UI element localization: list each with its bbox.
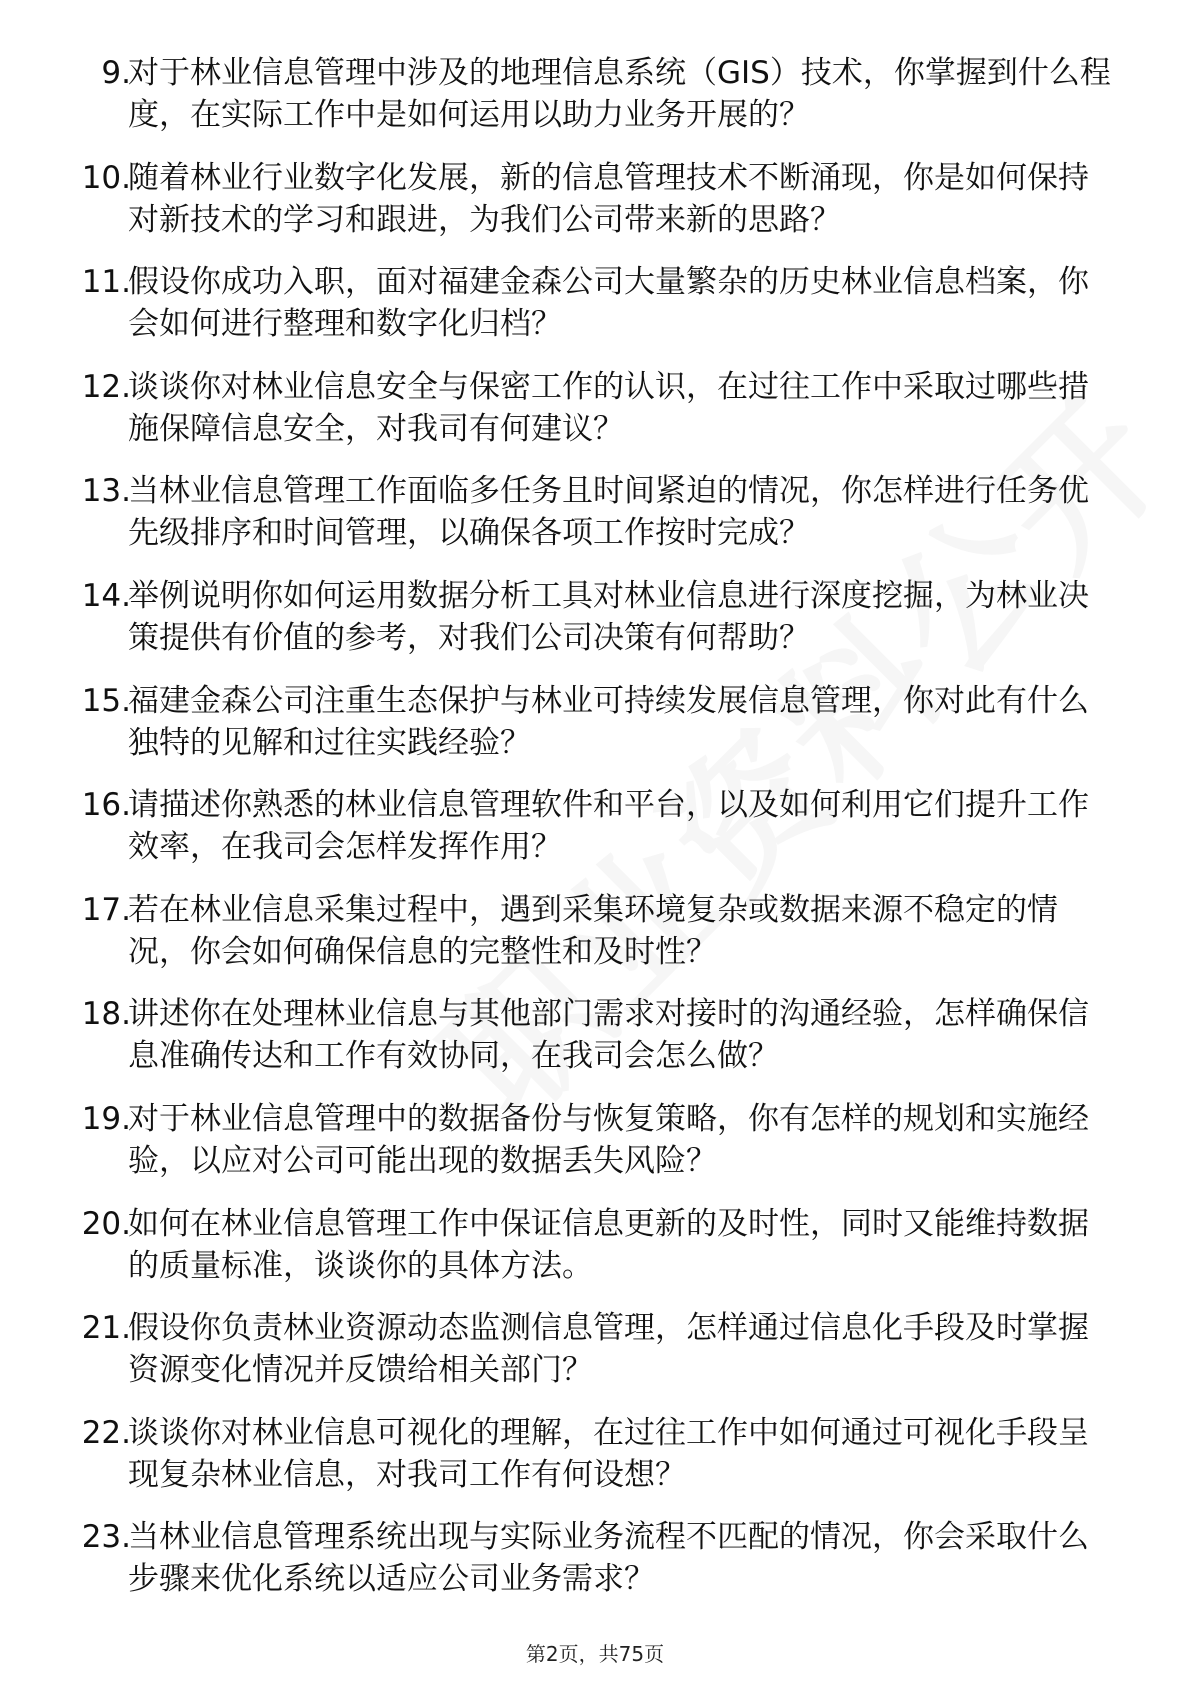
question-number: 14. [81,577,131,614]
question-number: 10. [81,159,131,196]
question-number: 15. [81,682,131,719]
question-text: 随着林业行业数字化发展，新的信息管理技术不断涌现，你是如何保持对新技术的学习和跟进，为我们公司带来新的思路？ [128,159,1089,238]
question-text: 假设你负责林业资源动态监测信息管理，怎样通过信息化手段及时掌握资源变化情况并反馈给相关部门？ [128,1310,1089,1389]
question-list [0,52,1190,1621]
question-text: 谈谈你对林业信息安全与保密工作的认识，在过往工作中采取过哪些措施保障信息安全，对我司有何建议？ [128,368,1089,447]
question-number: 12. [81,368,131,405]
question-text: 当林业信息管理工作面临多任务且时间紧迫的情况，你怎样进行任务优先级排序和时间管理，以确保各项工作按时完成？ [128,473,1089,552]
question-text: 谈谈你对林业信息可视化的理解，在过往工作中如何通过可视化手段呈现复杂林业信息，对我司工作有何设想？ [128,1414,1089,1493]
question-item [0,1203,1190,1308]
question-number: 23. [81,1519,131,1556]
question-number: 17. [81,891,131,928]
question-item [0,1307,1190,1412]
question-item [0,366,1190,471]
question-item [0,993,1190,1098]
question-item [0,261,1190,366]
question-text: 若在林业信息采集过程中，遇到采集环境复杂或数据来源不稳定的情况，你会如何确保信息的完整性和及时性？ [128,891,1058,970]
question-text: 福建金森公司注重生态保护与林业可持续发展信息管理，你对此有什么独特的见解和过往实践经验？ [128,682,1089,761]
question-number: 13. [81,473,131,510]
question-item [0,1516,1190,1621]
question-item [0,157,1190,262]
question-text: 如何在林业信息管理工作中保证信息更新的及时性，同时又能维持数据的质量标准，谈谈你的具体方法。 [128,1205,1089,1284]
page-footer: 第2页，共75页 [525,1642,665,1666]
question-item [0,470,1190,575]
question-number: 19. [81,1100,131,1137]
question-number: 20. [81,1205,131,1242]
question-number: 9. [101,55,131,91]
question-item [0,1412,1190,1517]
question-text: 举例说明你如何运用数据分析工具对林业信息进行深度挖掘，为林业决策提供有价值的参考，对我们公司决策有何帮助？ [128,577,1089,656]
question-number: 11. [81,264,131,301]
question-number: 21. [81,1310,131,1347]
question-number: 18. [81,996,131,1033]
question-number: 22. [81,1414,131,1451]
question-item [0,1098,1190,1203]
question-item [0,889,1190,994]
question-text: 假设你成功入职，面对福建金森公司大量繁杂的历史林业信息档案，你会如何进行整理和数字化归档？ [128,264,1089,343]
question-text: 请描述你熟悉的林业信息管理软件和平台，以及如何利用它们提升工作效率，在我司会怎样发挥作用？ [128,787,1089,866]
question-item [0,52,1190,157]
question-number: 16. [81,787,131,824]
question-text: 当林业信息管理系统出现与实际业务流程不匹配的情况，你会采取什么步骤来优化系统以适应公司业务需求？ [128,1519,1089,1598]
question-text: 讲述你在处理林业信息与其他部门需求对接时的沟通经验，怎样确保信息准确传达和工作有效协同，在我司会怎么做？ [128,996,1089,1075]
question-text: 对于林业信息管理中的数据备份与恢复策略，你有怎样的规划和实施经验，以应对公司可能出现的数据丢失风险？ [128,1100,1089,1179]
question-text: 对于林业信息管理中涉及的地理信息系统（GIS）技术，你掌握到什么程度，在实际工作中是如何运用以助力业务开展的？ [128,55,1111,133]
question-item [0,784,1190,889]
question-item [0,575,1190,680]
question-item [0,680,1190,785]
